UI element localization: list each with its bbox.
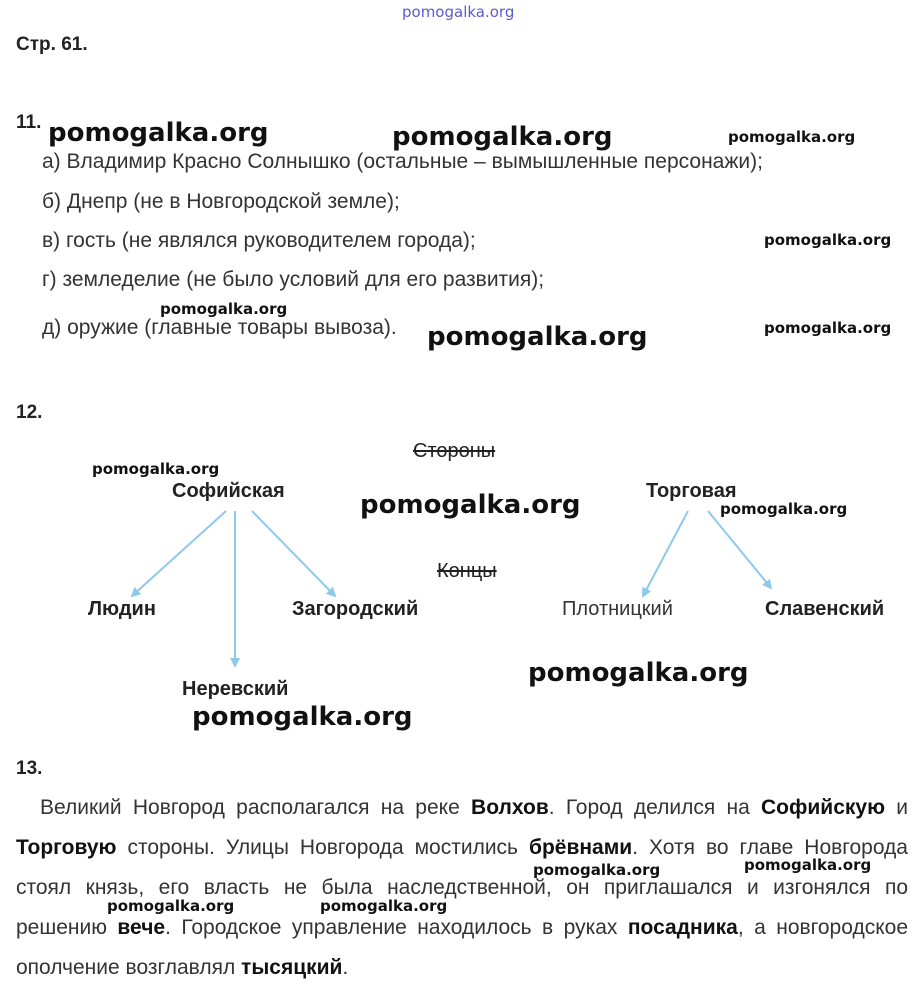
answer-volkhov: Волхов — [471, 796, 549, 819]
task13-number: 13. — [16, 758, 43, 779]
para-text: . Хотя во главе Новгорода стоял князь, его власть не была наследственной, он приглашался и изгонялся по решению — [16, 836, 908, 939]
node-plotnitsky: Плотницкий — [562, 598, 673, 620]
node-sofiyskaya: Софийская — [172, 480, 285, 502]
watermark: pomogalka.org — [528, 658, 749, 688]
task11-item-d: г) земледелие (не было условий для его развития); — [42, 268, 545, 291]
watermark: pomogalka.org — [728, 128, 856, 146]
watermark: pomogalka.org — [533, 861, 661, 879]
watermark: pomogalka.org — [744, 856, 872, 874]
watermark: pomogalka.org — [160, 300, 288, 318]
watermark: pomogalka.org — [107, 897, 235, 915]
para-text: стороны. Улицы Новгорода мостились — [116, 836, 529, 859]
task11-number: 11. — [16, 112, 42, 133]
para-text: и — [885, 796, 908, 819]
answer-brevnami: брёвнами — [528, 836, 633, 859]
watermark: pomogalka.org — [427, 322, 648, 352]
node-lyudin: Людин — [88, 598, 156, 620]
watermark: pomogalka.org — [764, 319, 892, 337]
arrow-to-lyudin — [132, 511, 226, 596]
diagram-label-ends: Концы — [437, 560, 497, 582]
watermark: pomogalka.org — [764, 231, 892, 249]
node-torgovaya: Торговая — [646, 480, 737, 502]
task12-number: 12. — [16, 402, 43, 423]
arrow-to-plotnitsky — [643, 511, 688, 596]
answer-sofiyskuyu: Софийскую — [761, 796, 886, 819]
node-slavensky: Славенский — [765, 598, 885, 620]
para-text: . Городское управление находилось в руках — [165, 916, 628, 939]
para-text: . — [342, 956, 349, 979]
diagram-label-sides: Стороны — [413, 440, 496, 462]
arrow-to-slavensky — [708, 511, 771, 588]
watermark: pomogalka.org — [92, 460, 220, 478]
para-text: Великий Новгород располагался на реке — [40, 796, 472, 819]
task11-item-e: д) оружие (главные товары вывоза). — [42, 316, 397, 339]
watermark: pomogalka.org — [720, 500, 848, 518]
task13-paragraph — [16, 788, 908, 988]
arrow-to-zagorodsky — [252, 511, 335, 596]
watermark: pomogalka.org — [192, 702, 413, 732]
task11-item-c: в) гость (не являлся руководителем города); — [42, 229, 476, 252]
task11-item-b: б) Днепр (не в Новгородской земле); — [42, 190, 400, 213]
node-zagorodsky: Загородский — [292, 598, 419, 620]
answer-tysyatsky: тысяцкий — [241, 956, 343, 979]
watermark: pomogalka.org — [48, 118, 269, 148]
task11-item-a: а) Владимир Красно Солнышко (остальные – вымышленные персонажи); — [42, 150, 763, 173]
watermark: pomogalka.org — [392, 122, 613, 152]
answer-torgovuyu: Торговую — [16, 836, 117, 859]
para-text: . Город делился на — [548, 796, 762, 819]
page-label: Стр. 61. — [16, 34, 88, 55]
answer-posadnik: посадника — [627, 916, 738, 939]
watermark-top: pomogalka.org — [402, 3, 515, 21]
answer-veche: вече — [117, 916, 166, 939]
watermark: pomogalka.org — [360, 490, 581, 520]
node-nerevsky: Неревский — [182, 678, 289, 700]
para-text: , а новгородское ополчение возглавлял — [16, 916, 908, 979]
watermark: pomogalka.org — [320, 897, 448, 915]
